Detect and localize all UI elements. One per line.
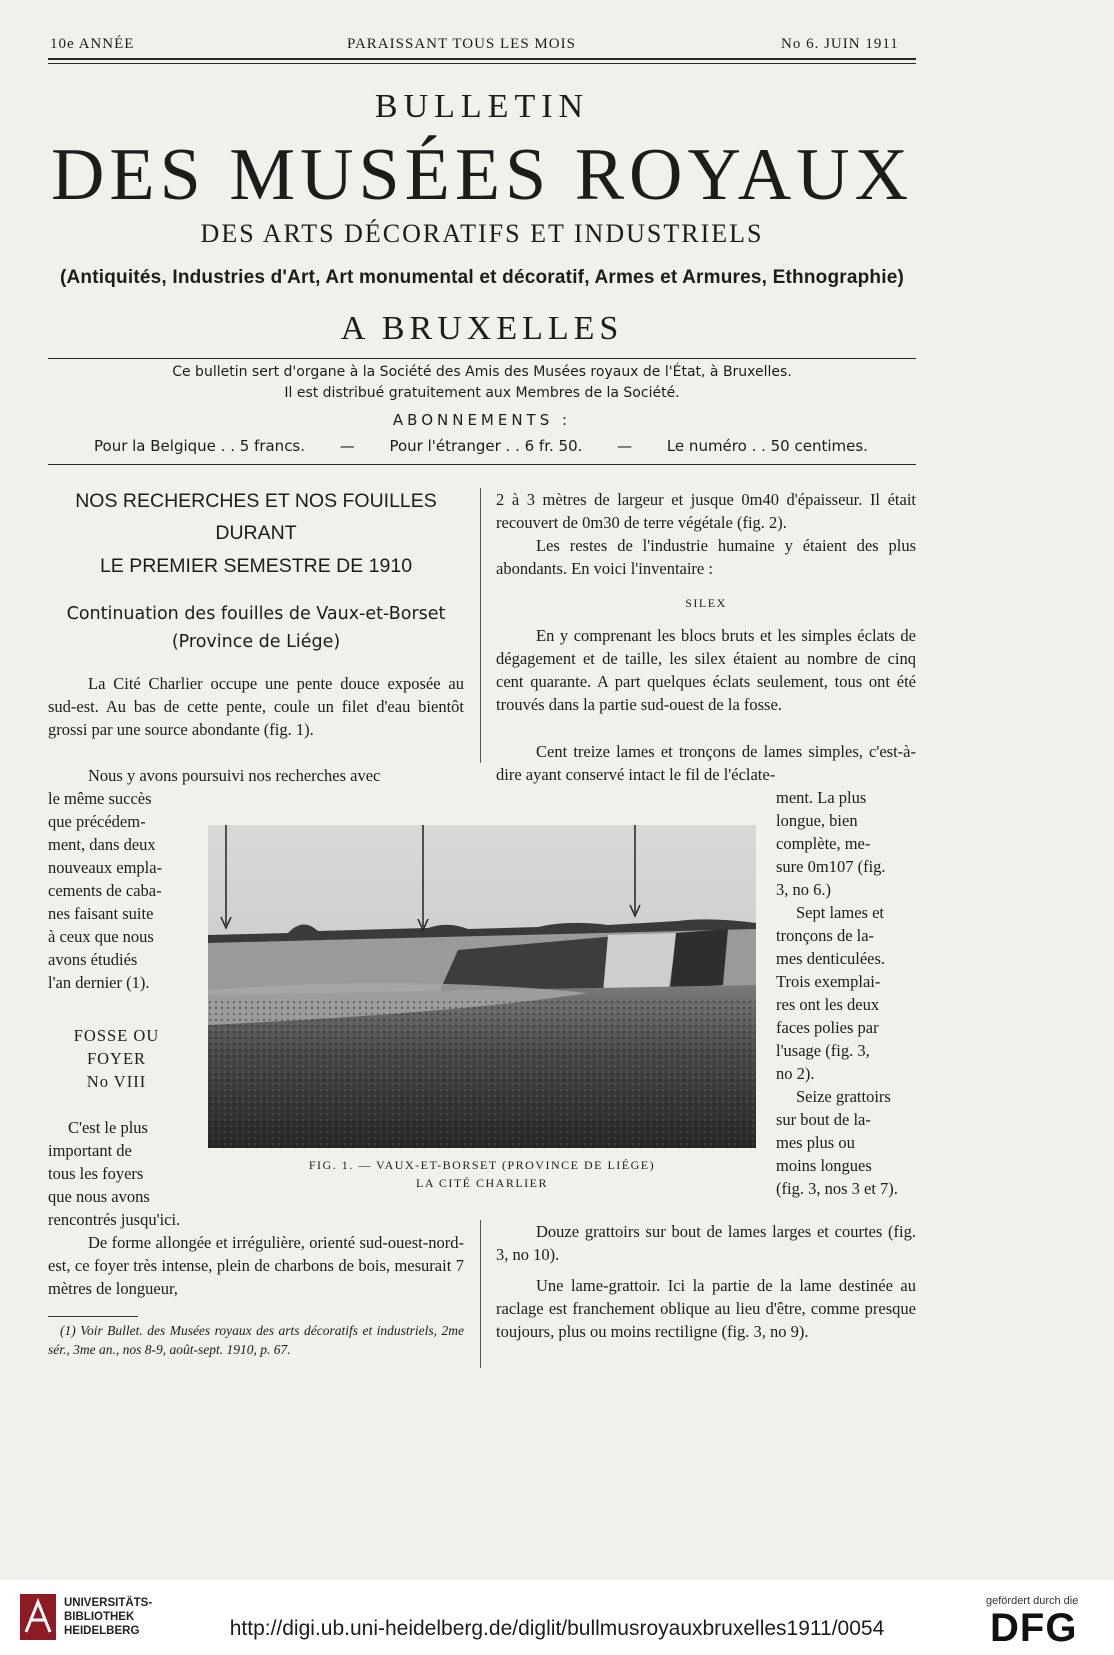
text-line: sure 0m107 (fig.: [776, 857, 886, 876]
paragraph: En y comprenant les blocs bruts et les simples éclats de dégagement et de taille, les silex étaient au nombre de cinq cent quarante. A part quelques éclats seulement, tous ont été trouvés dans la partie sud-ouest de la fosse.: [496, 626, 916, 714]
text-line: tronçons de la-: [776, 926, 875, 945]
price-foreign: Pour l'étranger . . 6 fr. 50.: [389, 437, 583, 455]
article-title-line-2: DURANT: [215, 522, 297, 544]
narrow-text-left: [48, 787, 185, 994]
text-line: que nous avons: [48, 1187, 150, 1206]
paragraph: De forme allongée et irrégulière, orienté sud-ouest-nord-est, ce foyer très intense, plein de charbons de bois, mesurait 7 mètres de longueur,: [48, 1233, 464, 1298]
article-subtitle-line-1: Continuation des fouilles de Vaux-et-Borset: [66, 604, 446, 624]
figure-caption-line-1: FIG. 1. — VAUX-ET-BORSET (PROVINCE DE LIÉGE): [308, 1158, 656, 1172]
paragraph: Nous y avons poursuivi nos recherches avec: [88, 766, 381, 785]
source-url-link[interactable]: http://digi.ub.uni-heidelberg.de/diglit/bullmusroyauxbruxelles1911/0054: [229, 1617, 885, 1640]
paragraph: 2 à 3 mètres de largeur et jusque 0m40 d'épaisseur. Il était recouvert de 0m30 de terre végétale (fig. 2).: [496, 490, 916, 532]
narrow-text-left-2: [48, 1116, 185, 1208]
library-name-line: BIBLIOTHEK: [64, 1611, 135, 1623]
text-line: C'est le plus: [68, 1118, 148, 1137]
footnote: (1) Voir Bullet. des Musées royaux des arts décoratifs et industriels, 2me sér., 3me an., nos 8-9, août-sept. 1910, p. 67.: [48, 1323, 464, 1357]
landscape-image: [208, 825, 756, 1148]
header-rule: [48, 58, 916, 60]
price-belgium: Pour la Belgique . . 5 francs.: [94, 437, 306, 455]
column-divider: [480, 488, 481, 763]
text-line: moins longues: [776, 1156, 872, 1175]
text-line: le même succès: [48, 789, 152, 808]
figure-caption-line-2: LA CITÉ CHARLIER: [416, 1176, 548, 1190]
library-name-line: UNIVERSITÄTS-: [64, 1597, 153, 1609]
footnote-rule: [48, 1316, 138, 1317]
text-line: 3, no 6.): [776, 880, 831, 899]
text-line: longue, bien: [776, 811, 858, 830]
paragraph: Une lame-grattoir. Ici la partie de la lame destinée au raclage est franchement oblique au lieu d'être, comme presque toujours, plus ou moins rectiligne (fig. 3, no 9).: [496, 1276, 916, 1341]
notice-line-2: Il est distribué gratuitement aux Membres de la Société.: [284, 385, 680, 401]
text-line: nouveaux empla-: [48, 858, 163, 877]
text-line: sur bout de la-: [776, 1110, 871, 1129]
subscription-prices: [48, 437, 916, 455]
masthead-city: A BRUXELLES: [340, 310, 624, 347]
header-rule-thin: [48, 63, 916, 64]
paragraph: La Cité Charlier occupe une pente douce exposée au sud-est. Au bas de cette pente, coule un filet d'eau bientôt grossi par une source abondante (fig. 1).: [48, 674, 464, 739]
text-line: res ont les deux: [776, 995, 880, 1014]
issue-number: No 6. JUIN 1911: [781, 36, 899, 52]
text-line: l'usage (fig. 3,: [776, 1041, 870, 1060]
subscriptions-heading: ABONNEMENTS :: [392, 411, 572, 429]
text-line: Trois exemplai-: [776, 972, 881, 991]
text-line: tous les foyers: [48, 1164, 144, 1183]
library-name-line: HEIDELBERG: [64, 1625, 140, 1637]
text-line: avons étudiés: [48, 950, 138, 969]
masthead-scope: (Antiquités, Industries d'Art, Art monumental et décoratif, Armes et Armures, Ethnographie): [59, 267, 905, 288]
text-line: No VIII: [86, 1072, 147, 1091]
price-dash: —: [339, 437, 355, 455]
paragraph: rencontrés jusqu'ici.: [48, 1210, 181, 1229]
dfg-logo: DFG: [990, 1606, 1078, 1650]
notice-rule-top: [48, 358, 916, 359]
article-subtitle-line-2: (Province de Liége): [171, 632, 341, 652]
text-line: mes plus ou: [776, 1133, 855, 1152]
price-dash: —: [617, 437, 633, 455]
text-line: complète, me-: [776, 834, 871, 853]
masthead-subtitle: DES ARTS DÉCORATIFS ET INDUSTRIELS: [200, 219, 764, 248]
price-issue: Le numéro . . 50 centimes.: [666, 437, 868, 455]
volume-year: 10e ANNÉE: [50, 36, 135, 52]
text-line: faces polies par: [776, 1018, 879, 1037]
text-line: cements de caba-: [48, 881, 162, 900]
notice-rule-bottom: [48, 464, 916, 465]
section-heading-silex: SILEX: [685, 596, 727, 610]
text-line: que précédem-: [48, 812, 146, 831]
text-line: nes faisant suite: [48, 904, 154, 923]
text-line: Sept lames et: [796, 903, 884, 922]
text-line: ment, dans deux: [48, 835, 156, 854]
article-title-line-3: LE PREMIER SEMESTRE DE 1910: [99, 555, 413, 577]
paragraph: Douze grattoirs sur bout de lames larges et courtes (fig. 3, no 10).: [496, 1222, 916, 1264]
text-line: important de: [48, 1141, 132, 1160]
paragraph: Cent treize lames et tronçons de lames simples, c'est-à-dire ayant conservé intact le fil de l'éclate-: [496, 742, 916, 784]
masthead-bulletin: BULLETIN: [374, 88, 590, 125]
text-line: no 2).: [776, 1064, 815, 1083]
column-divider: [480, 1220, 481, 1368]
section-heading-fosse: [48, 1024, 185, 1093]
paragraph: Les restes de l'industrie humaine y étaient des plus abondants. En voici l'inventaire :: [496, 536, 916, 578]
narrow-text-right: [776, 786, 916, 1200]
article-title-line-1: NOS RECHERCHES ET NOS FOUILLES: [75, 490, 437, 512]
funder-note: gefördert durch die: [986, 1595, 1079, 1607]
field-photograph: [208, 825, 756, 1148]
text-line: mes denticulées.: [776, 949, 886, 968]
notice-line-1: Ce bulletin sert d'organe à la Société des Amis des Musées royaux de l'État, à Bruxelles.: [172, 364, 792, 380]
text-line: (fig. 3, nos 3 et 7).: [776, 1179, 898, 1198]
text-line: FOYER: [86, 1049, 147, 1068]
text-line: l'an dernier (1).: [48, 973, 150, 992]
masthead-title: DES MUSÉES ROYAUX: [50, 134, 914, 216]
periodicity: PARAISSANT TOUS LES MOIS: [347, 36, 576, 52]
text-line: ment. La plus: [776, 788, 867, 807]
text-line: à ceux que nous: [48, 927, 154, 946]
text-line: Seize grattoirs: [796, 1087, 891, 1106]
text-line: FOSSE OU: [73, 1026, 160, 1045]
